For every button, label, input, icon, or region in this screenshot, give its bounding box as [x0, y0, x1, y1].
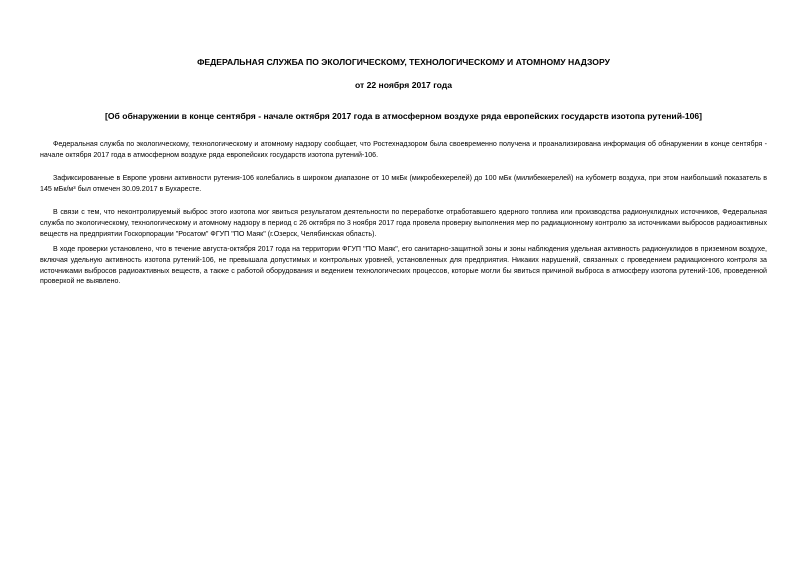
- agency-heading: ФЕДЕРАЛЬНАЯ СЛУЖБА ПО ЭКОЛОГИЧЕСКОМУ, ТЕХНОЛОГИЧЕСКОМУ И АТОМНОМУ НАДЗОРУ: [197, 57, 610, 67]
- document-title: [Об обнаружении в конце сентября - начале октября 2017 года в атмосферном воздухе ряда европейских государств изотопа рутений-106]: [104, 111, 703, 121]
- document-date: от 22 ноября 2017 года: [354, 80, 453, 90]
- paragraph: Федеральная служба по экологическому, технологическому и атомному надзору сообщает, что Ростехнадзором была своевременно получена и проанализирована информация об обнаружении в конце сентября - начале октября 2017 года в атмосферном воздухе ряда европейских государств изотопа рутений-106.: [40, 140, 767, 159]
- paragraph: Зафиксированные в Европе уровни активности рутения-106 колебались в широком диапазоне от 10 мкБк (микробеккерелей) до 100 мБк (милибеккерелей) на кубометр воздуха, при этом наибольший показатель в 145 мБк/м³ был отмечен 30.09.2017 в Бухаресте.: [40, 174, 767, 193]
- paragraph: В связи с тем, что неконтролируемый выброс этого изотопа мог явиться результатом деятельности по переработке отработавшего ядерного топлива или производства радионуклидных источников, Федеральная служба по экологическому, технологическому и атомному надзору в период с 26 октября по 3 ноября 2017 года провела проверку выполнения мер по радиационному контролю за источниками выбросов радиоактивных веществ на предприятии Госкорпорации "Росатом" ФГУП "ПО Маяк" (г.Озерск, Челябинская область).: [40, 208, 767, 238]
- paragraph: В ходе проверки установлено, что в течение августа-октября 2017 года на территории ФГУП "ПО Маяк", его санитарно-защитной зоны и зоны наблюдения удельная активность радионуклидов в приземном воздухе, включая удельную активность изотопа рутений-106, не превышала допустимых и контрольных уровней, установленных для предприятия. Никаких нарушений, связанных с проведением радиационного контроля за источниками выбросов радиоактивных веществ, а также с работой оборудования и ведением технологических процессов, которые могли бы явиться причиной выброса в атмосферу изотопа рутений-106, проведенной проверкой не выявлено.: [40, 245, 767, 286]
